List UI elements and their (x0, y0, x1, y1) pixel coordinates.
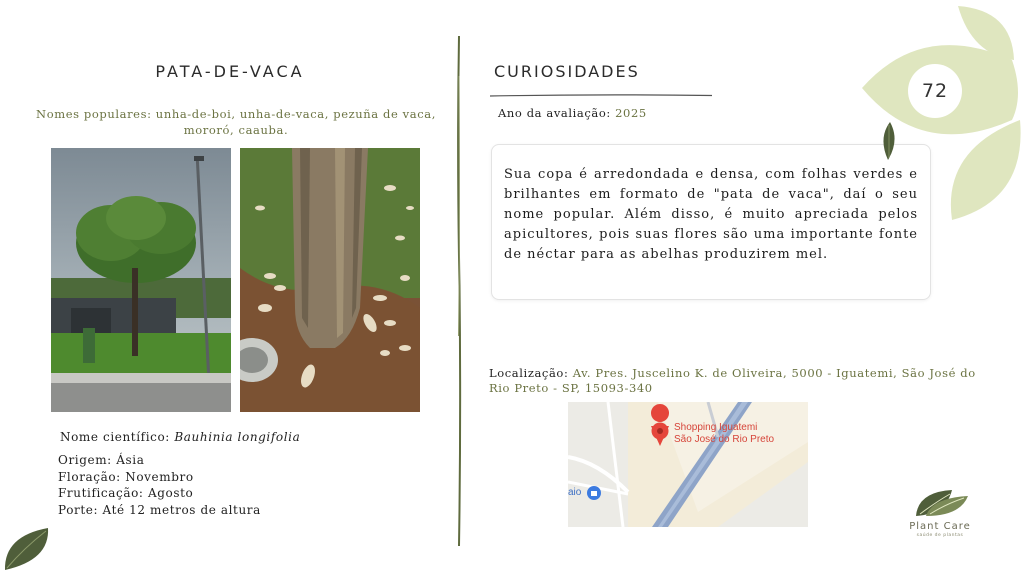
plant-title: PATA-DE-VACA (155, 62, 305, 81)
origin-text: Origem: Ásia (58, 453, 145, 467)
scientific-name-line (60, 430, 300, 444)
evaluation-year (498, 106, 647, 120)
logo-tagline: saúde de plantas (916, 533, 964, 538)
column-divider (455, 36, 463, 546)
map-place-line1: Shopping Iguatemi (674, 422, 758, 433)
page-number-badge: 72 (908, 64, 962, 118)
size-text: Porte: Até 12 metros de altura (58, 502, 261, 517)
scientific-name: Bauhinia longifolia (174, 430, 301, 444)
scientific-label: Nome científico: (60, 430, 175, 444)
year-label: Ano da avaliação: (498, 106, 616, 120)
logo-name: Plant Care (909, 521, 971, 532)
trunk-photo (240, 148, 420, 412)
leaf-decoration-icon (2, 526, 52, 576)
map-place-label (674, 422, 774, 446)
flowering-text: Floração: Novembro (58, 469, 194, 484)
year-value: 2025 (615, 106, 647, 120)
tree-photo (51, 148, 231, 412)
curiosities-text: Sua copa é arredondada e densa, com folhas verdes e brilhantes em formato de "pata de vaca", daí o seu nome popular. Além disso, é muito apreciada pelos apicultores, pois suas flores são uma importante fonte de néctar para as abelhas produzirem mel. (504, 167, 918, 262)
location-text (489, 366, 979, 396)
map-place-line2: São José do Rio Preto (674, 434, 775, 445)
fruiting-text: Frutificação: Agosto (58, 486, 194, 500)
map-partial-label: aio (568, 487, 582, 498)
plant-care-logo-icon (912, 486, 970, 524)
curiosities-title: CURIOSIDADES (494, 62, 640, 81)
location-map[interactable] (568, 402, 808, 527)
title-underline (490, 84, 712, 90)
popular-names: Nomes populares: unha-de-boi, unha-de-vaca, pezuña de vaca, mororó, caauba. (36, 107, 436, 137)
location-label: Localização: (489, 366, 573, 380)
location-address: Av. Pres. Juscelino K. de Oliveira, 5000 - Iguatemi, São José do Rio Preto - SP, 15093-340 (489, 366, 976, 395)
plant-facts (58, 452, 261, 518)
